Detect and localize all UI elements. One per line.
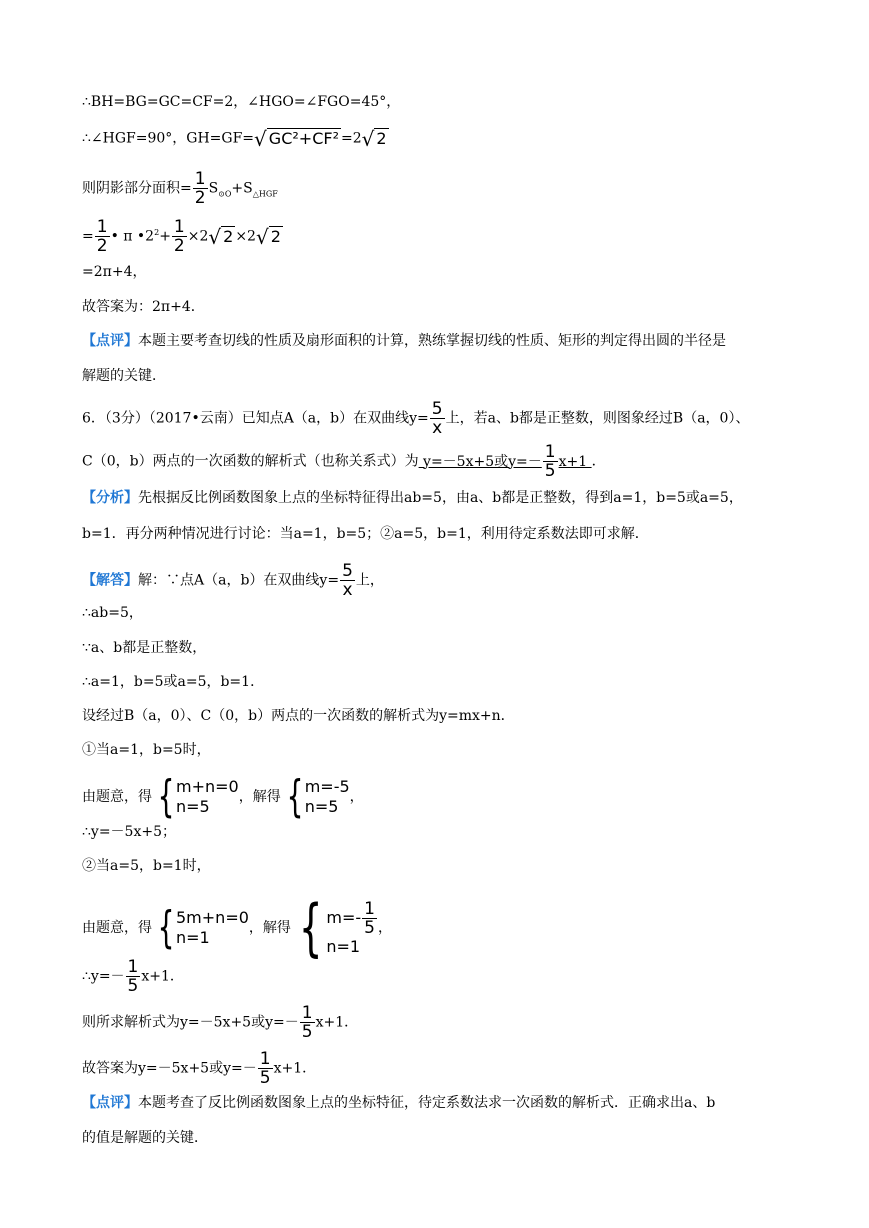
comment-tag: 【点评】 bbox=[82, 333, 138, 349]
text-line: 故答案为：2π+4． bbox=[82, 299, 205, 315]
text-line: ∴y=－ $\frac{1}{5}$ x+1． bbox=[82, 957, 184, 996]
text-line: ∴y=－5x+5； bbox=[82, 824, 176, 840]
comment-tag: 【点评】 bbox=[82, 1095, 138, 1111]
fraction: $\frac{1}{5}$ bbox=[301, 1003, 313, 1042]
fraction: $\frac{1}{2}$ bbox=[173, 217, 185, 256]
text-line: b=1．再分两种情况进行讨论：当a=1，b=5；②a=5，b=1，利用待定系数法即可求解． bbox=[82, 526, 649, 542]
sqrt: √ GC²+CF² bbox=[254, 127, 339, 151]
comment-line: 【点评】本题主要考查切线的性质及扇形面积的计算，熟练掌握切线的性质、矩形的判定得出圆的半径是 bbox=[82, 333, 726, 349]
text: ∴BH=BG=GC=CF=2，∠HGO=∠FGO=45°， bbox=[82, 94, 401, 110]
analysis-line: 【分析】先根据反比例函数图象上点的坐标特征得出ab=5，由a、b都是正整数，得到a=1，b=5或a=5， bbox=[82, 490, 743, 506]
sqrt: √ 2 bbox=[255, 225, 281, 249]
text-line: = $\frac{1}{2}$ • π $•2^2+$ $\frac{1}{2}$ ×2 √ 2 ×2 √ 2 bbox=[82, 217, 281, 256]
analysis-tag: 【分析】 bbox=[82, 490, 138, 506]
text-line: 设经过B（a，0）、C（0，b）两点的一次函数的解析式为y=mx+n． bbox=[82, 708, 515, 724]
text-line: 则阴影部分面积= $\frac{1}{2}$ $S_{⊙O}+S_{\triangle HGF}$ bbox=[82, 169, 278, 208]
comment-line: 【点评】本题考查了反比例函数图象上点的坐标特征，待定系数法求一次函数的解析式．正确求出a、b bbox=[82, 1095, 716, 1111]
text: 则阴影部分面积= bbox=[82, 180, 192, 197]
solution-tag: 【解答】 bbox=[82, 572, 138, 589]
equation-system: { m=- $\frac{1}{5}$ n=1 bbox=[298, 891, 375, 964]
text-line: 由题意，得 { 5m+n=0 n=1 ，解得 { m=- $\frac{1}{5}$ n=1 ， bbox=[82, 891, 392, 964]
solution-line: 【解答】解：∵点A（a，b）在双曲线y= $\frac{5}{x}$ 上， bbox=[82, 561, 384, 600]
sqrt: √ 2 bbox=[208, 225, 234, 249]
text-line: =2π+4， bbox=[82, 264, 147, 280]
text: =2 bbox=[340, 130, 362, 147]
fraction: $\frac{1}{5}$ bbox=[259, 1049, 271, 1088]
question-line: C（0，b）两点的一次函数的解析式（也称关系式）为 y=－5x+5或y=－ $\frac{1}{5}$ x+1 ． bbox=[82, 442, 606, 481]
fraction: $\frac{5}{x}$ bbox=[342, 561, 353, 600]
text-line bbox=[82, 92, 400, 112]
answer-blank: y=－5x+5或y=－ $\frac{1}{5}$ x+1 bbox=[418, 442, 592, 481]
fraction: $\frac{1}{5}$ bbox=[544, 442, 556, 481]
question-line: 6．（3分）（2017•云南）已知点A（a，b）在双曲线y= $\frac{5}{x}$ 上，若a、b都是正整数，则图象经过B（a，0）、 bbox=[82, 399, 750, 438]
fraction: $\frac{1}{2}$ bbox=[194, 169, 206, 208]
radicand: 2 bbox=[376, 129, 387, 148]
text-line: 则所求解析式为y=－5x+5或y=－ $\frac{1}{5}$ x+1． bbox=[82, 1003, 359, 1042]
text-line: 由题意，得 { m+n=0 n=5 ，解得 { m=-5 n=5 ， bbox=[82, 771, 364, 822]
equation-system: { 5m+n=0 n=1 bbox=[157, 902, 249, 953]
text-line: ∴a=1，b=5或a=5，b=1． bbox=[82, 674, 265, 690]
equation-system: { m+n=0 n=5 bbox=[157, 771, 239, 822]
text-line bbox=[82, 128, 389, 149]
fraction: $\frac{1}{2}$ bbox=[96, 217, 108, 256]
sqrt: √ 2 bbox=[361, 127, 387, 151]
text-line: ①当a=1，b=5时， bbox=[82, 742, 211, 758]
fraction: $\frac{1}{5}$ bbox=[127, 957, 139, 996]
radicand: GC²+CF² bbox=[268, 129, 339, 148]
fraction: $\frac{1}{5}$ bbox=[364, 898, 375, 938]
text-line: 解题的关键． bbox=[82, 368, 166, 384]
text-line: 的值是解题的关键． bbox=[82, 1130, 208, 1146]
fraction: $\frac{5}{x}$ bbox=[431, 399, 443, 438]
text: ∴∠HGF=90°，GH=GF= bbox=[82, 130, 255, 147]
text-line: ∵a、b都是正整数， bbox=[82, 640, 207, 656]
text-line: ∴ab=5， bbox=[82, 605, 143, 621]
equation-system: { m=-5 n=5 bbox=[286, 771, 350, 822]
text-line: 故答案为y=－5x+5或y=－ $\frac{1}{5}$ x+1． bbox=[82, 1049, 317, 1088]
text-line: ②当a=5，b=1时， bbox=[82, 858, 211, 874]
